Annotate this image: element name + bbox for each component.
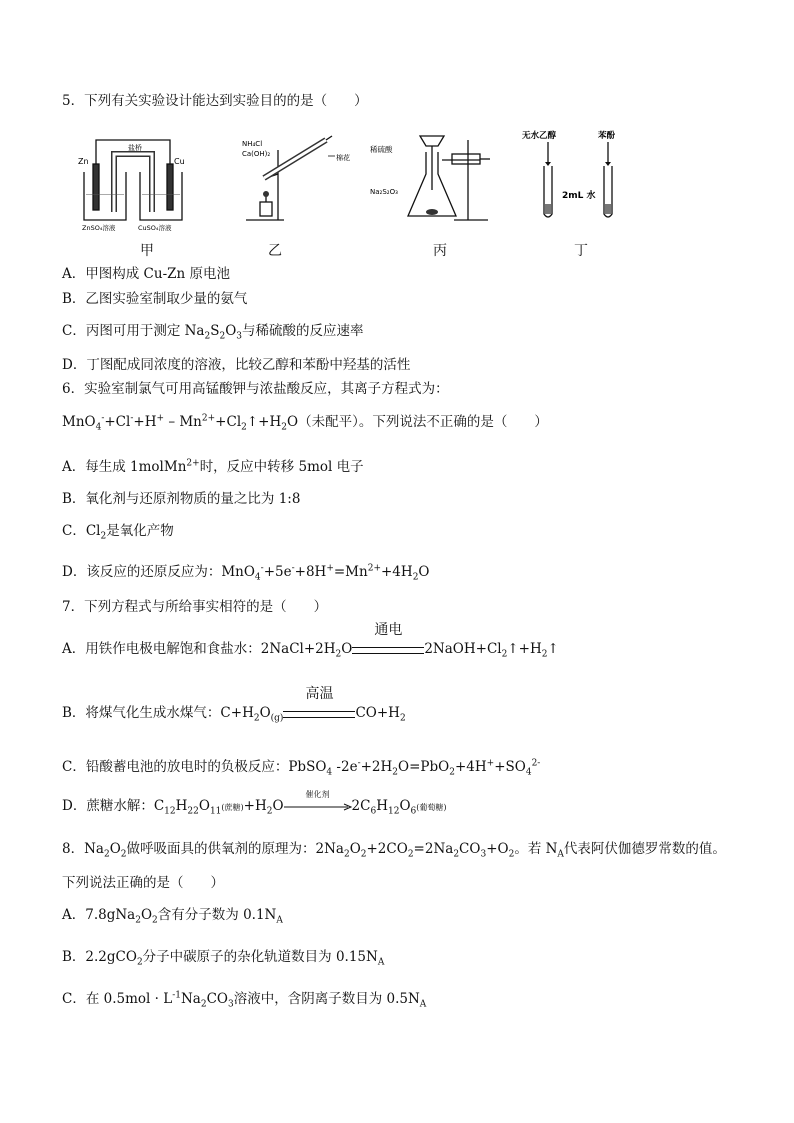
- caoh2-label: Ca(OH)₂: [242, 150, 271, 158]
- q8-stem: 8．$Na_2O_2$做呼吸面具的供氧剂的原理为：$2Na_2O_2+2CO_2=2Na_2CO_3+O_2$。若 $N_A$代表阿伏伽德罗常数的值。: [62, 841, 726, 860]
- cotton-label: 棉花: [336, 154, 350, 162]
- q5-option-a: A．甲图构成 Cu-Zn 原电池: [62, 266, 230, 282]
- q6-option-c: C．$Cl_2$是氧化产物: [62, 523, 174, 542]
- q6-option-a: A．每生成 1molMn$^{2+}$时，反应中转移 5mol 电子: [62, 458, 364, 475]
- q8-option-c: C．在 $0.5mol \cdot L^{-1}Na_2CO_3$溶液中，含阴离子数目为 $0.5N_A$: [62, 990, 427, 1010]
- figure-hydroxyl-comparison: [518, 126, 642, 226]
- salt-bridge-label: 盐桥: [128, 144, 142, 152]
- q6-equation: $MnO_4^-+Cl^-+H^+ - Mn^{2+}+Cl_2↑+H_2O$（未配平）。下列说法不正确的是（ ）: [62, 413, 548, 433]
- znso4-label: ZnSO₄溶液: [82, 224, 116, 232]
- q5-option-c: C．丙图可用于测定 $Na_2S_2O_3$与稀硫酸的反应速率: [62, 323, 364, 342]
- caption-yi: 乙: [268, 243, 282, 259]
- dilute-acid-label: 稀硫酸: [370, 145, 393, 154]
- q6-option-b: B．氧化剂与还原剂物质的量之比为 1:8: [62, 491, 301, 507]
- high-temp-sign: 高温: [283, 705, 355, 723]
- figure-reaction-rate-setup: [368, 130, 498, 226]
- phenol-label: 苯酚: [598, 131, 616, 141]
- q5-option-d: D．丁图配成同浓度的溶液，比较乙醇和苯酚中羟基的活性: [62, 357, 411, 373]
- caption-bing: 丙: [433, 243, 447, 259]
- electrolysis-sign: 通电: [352, 641, 424, 659]
- caption-jia: 甲: [140, 243, 154, 259]
- cu-label: Cu: [174, 157, 185, 166]
- water-label: 2mL 水: [562, 191, 596, 201]
- q5-option-b: B．乙图实验室制取少量的氨气: [62, 291, 248, 307]
- q7-option-a: A．用铁作电极电解饱和食盐水：$2NaCl+2H_2O$ 通电 $2NaOH+Cl_2↑+H_2↑$: [62, 621, 559, 660]
- q7-option-c: C．铅酸蓄电池的放电时的负极反应：PbSO$_4$ $-2e^-+2H_2O=PbO_2+4H^++SO_4^{2-}$: [62, 758, 541, 778]
- figure-galvanic-cell: [74, 134, 194, 232]
- q7-option-b: B．将煤气化生成水煤气：$C+H_2O_{(g)}$ 高温 $CO+H_2$: [62, 685, 406, 724]
- caption-ding: 丁: [574, 243, 588, 259]
- q8-option-a: A．$7.8gNa_2O_2$含有分子数为 $0.1N_A$: [62, 907, 283, 926]
- nh4cl-label: NH₄Cl: [242, 140, 263, 148]
- q5-stem: 5．下列有关实验设计能达到实验目的的是（ ）: [62, 93, 368, 109]
- q8-option-b: B．2.2gCO$_2$分子中碳原子的杂化轨道数目为 $0.15N_A$: [62, 949, 385, 968]
- figure-ammonia-setup: [238, 134, 358, 226]
- q8-stem-2: 下列说法正确的是（ ）: [62, 875, 224, 891]
- solution-dots: [86, 194, 180, 195]
- q6-stem: 6．实验室制氯气可用高锰酸钾与浓盐酸反应，其离子方程式为：: [62, 381, 449, 397]
- ethanol-label: 无水乙醇: [522, 131, 557, 141]
- zn-label: Zn: [78, 157, 89, 166]
- catalyst-arrow: 催化剂: [284, 798, 352, 816]
- q7-option-d: D．蔗糖水解：$C_{12}H_{22}O_{11}$(蔗糖)$+H_2O$ 催化剂 $2C_6H_{12}O_6$(葡萄糖): [62, 789, 447, 817]
- cuso4-label: CuSO₄溶液: [138, 224, 172, 232]
- na2s2o3-label: Na₂S₂O₃: [370, 188, 398, 196]
- q6-option-d: D．该反应的还原反应为：$MnO_4^-+5e^-+8H^+=Mn^{2+}+4H_2O$: [62, 563, 430, 583]
- q7-stem: 7．下列方程式与所给事实相符的是（ ）: [62, 599, 328, 615]
